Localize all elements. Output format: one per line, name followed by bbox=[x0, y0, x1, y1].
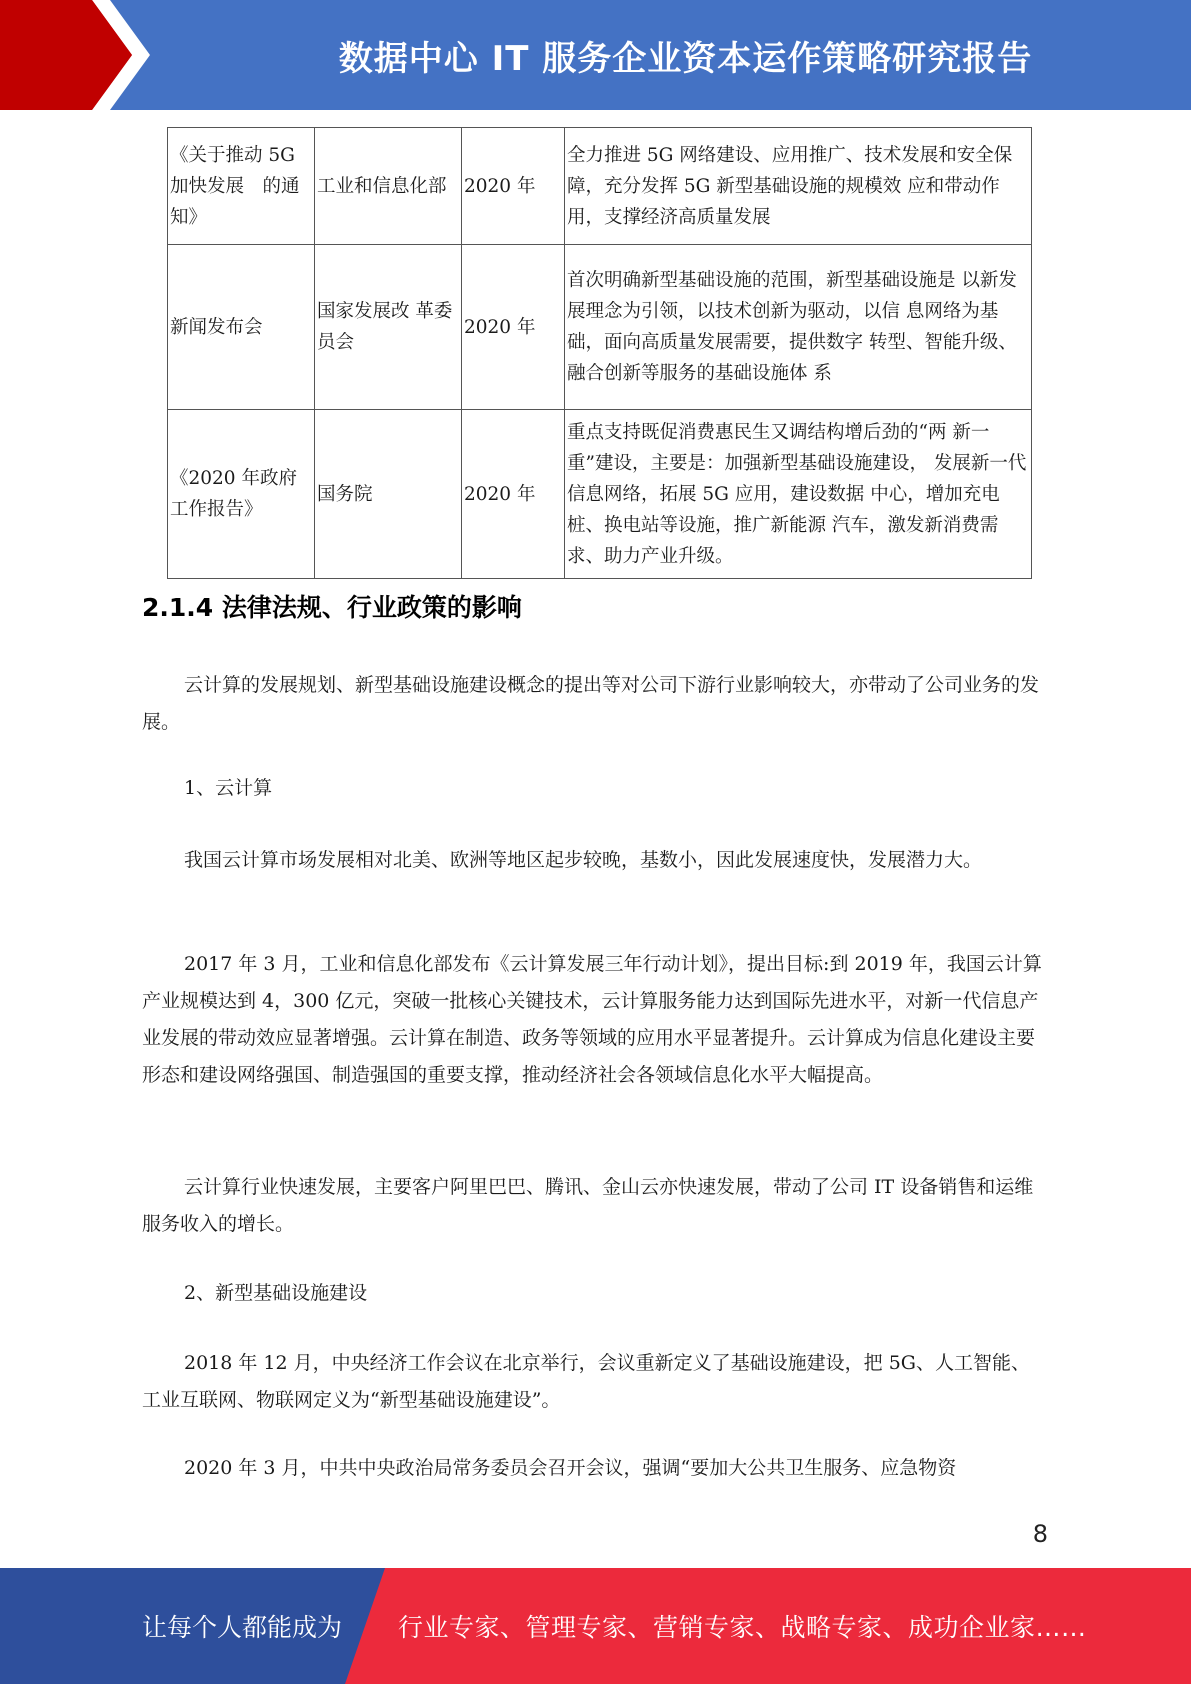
table-row bbox=[168, 245, 1032, 410]
issuer-cell: 国务院 bbox=[315, 410, 462, 579]
paragraph: 我国云计算市场发展相对北美、欧洲等地区起步较晚，基数小，因此发展速度快，发展潜力大。 bbox=[184, 849, 983, 871]
issuer-cell: 国家发展改 革委员会 bbox=[315, 245, 462, 410]
subheading-infrastructure: 2、新型基础设施建设 bbox=[184, 1282, 368, 1304]
paragraph-block bbox=[142, 770, 1048, 807]
paragraph: 2018 年 12 月，中央经济工作会议在北京举行，会议重新定义了基础设施建设，把 5G、人工智能、工业互联网、物联网定义为“新型基础设施建设”。 bbox=[142, 1352, 1030, 1411]
footer-slogan-right: 行业专家、管理专家、营销专家、战略专家、成功企业家…… bbox=[398, 1613, 1087, 1642]
policy-name-cell: 《关于推动 5G 加快发展 的通知》 bbox=[168, 128, 315, 245]
paragraph: 云计算的发展规划、新型基础设施建设概念的提出等对公司下游行业影响较大，亦带动了公司业务的发展。 bbox=[142, 674, 1040, 733]
section-heading: 2.1.4 法律法规、行业政策的影响 bbox=[142, 593, 522, 622]
policy-name-cell: 《2020 年政府工作报告》 bbox=[168, 410, 315, 579]
page-number: 8 bbox=[1032, 1520, 1048, 1548]
table-row bbox=[168, 128, 1032, 245]
paragraph-block bbox=[142, 946, 1048, 1094]
paragraph-block bbox=[142, 1275, 1048, 1312]
paragraph-block bbox=[142, 667, 1048, 741]
footer-slogan-left: 让每个人都能成为 bbox=[142, 1613, 343, 1642]
page-footer bbox=[0, 1568, 1191, 1684]
report-title: 数据中心 IT 服务企业资本运作策略研究报告 bbox=[338, 38, 1033, 79]
paragraph-block bbox=[142, 1169, 1048, 1243]
content-cell: 全力推进 5G 网络建设、应用推广、技术发展和安全保障，充分发挥 5G 新型基础设施的规模效 应和带动作用，支撑经济高质量发展 bbox=[565, 128, 1032, 245]
paragraph: 2017 年 3 月，工业和信息化部发布《云计算发展三年行动计划》，提出目标:到 2019 年，我国云计算产业规模达到 4，300 亿元，突破一批核心关键技术，云计算服务能力达到国际先进水平，对新一代信息产业发展的带动效应显著增强。云计算在制造、政务等领域的应用水平显著提升。云计算成为信息化建设主要形态和建设网络强国、制造强国的重要支撑，推动经济社会各领域信息化水平大幅提高。 bbox=[142, 953, 1042, 1086]
page-header bbox=[0, 0, 1191, 110]
year-cell: 2020 年 bbox=[462, 410, 565, 579]
year-cell: 2020 年 bbox=[462, 245, 565, 410]
paragraph-block bbox=[142, 842, 1048, 879]
subheading-cloud: 1、云计算 bbox=[184, 777, 273, 799]
paragraph: 2020 年 3 月，中共中央政治局常务委员会召开会议，强调“要加大公共卫生服务、应急物资 bbox=[184, 1457, 957, 1479]
content-cell: 首次明确新型基础设施的范围，新型基础设施是 以新发展理念为引领，以技术创新为驱动，以信 息网络为基础，面向高质量发展需要，提供数字 转型、智能升级、融合创新等服务的基础设施体 系 bbox=[565, 245, 1032, 410]
paragraph: 云计算行业快速发展，主要客户阿里巴巴、腾讯、金山云亦快速发展，带动了公司 IT 设备销售和运维服务收入的增长。 bbox=[142, 1176, 1034, 1235]
content-cell: 重点支持既促消费惠民生又调结构增后劲的“两 新一重”建设，主要是：加强新型基础设施建设， 发展新一代信息网络，拓展 5G 应用，建设数据 中心，增加充电桩、换电站等设施，推广新能源 汽车，激发新消费需求、助力产业升级。 bbox=[565, 410, 1032, 579]
paragraph-block bbox=[142, 1450, 1048, 1487]
issuer-cell: 工业和信息化部 bbox=[315, 128, 462, 245]
policy-name-cell: 新闻发布会 bbox=[168, 245, 315, 410]
paragraph-block bbox=[142, 1345, 1048, 1419]
year-cell: 2020 年 bbox=[462, 128, 565, 245]
table-row bbox=[168, 410, 1032, 579]
policy-table bbox=[167, 127, 1032, 579]
